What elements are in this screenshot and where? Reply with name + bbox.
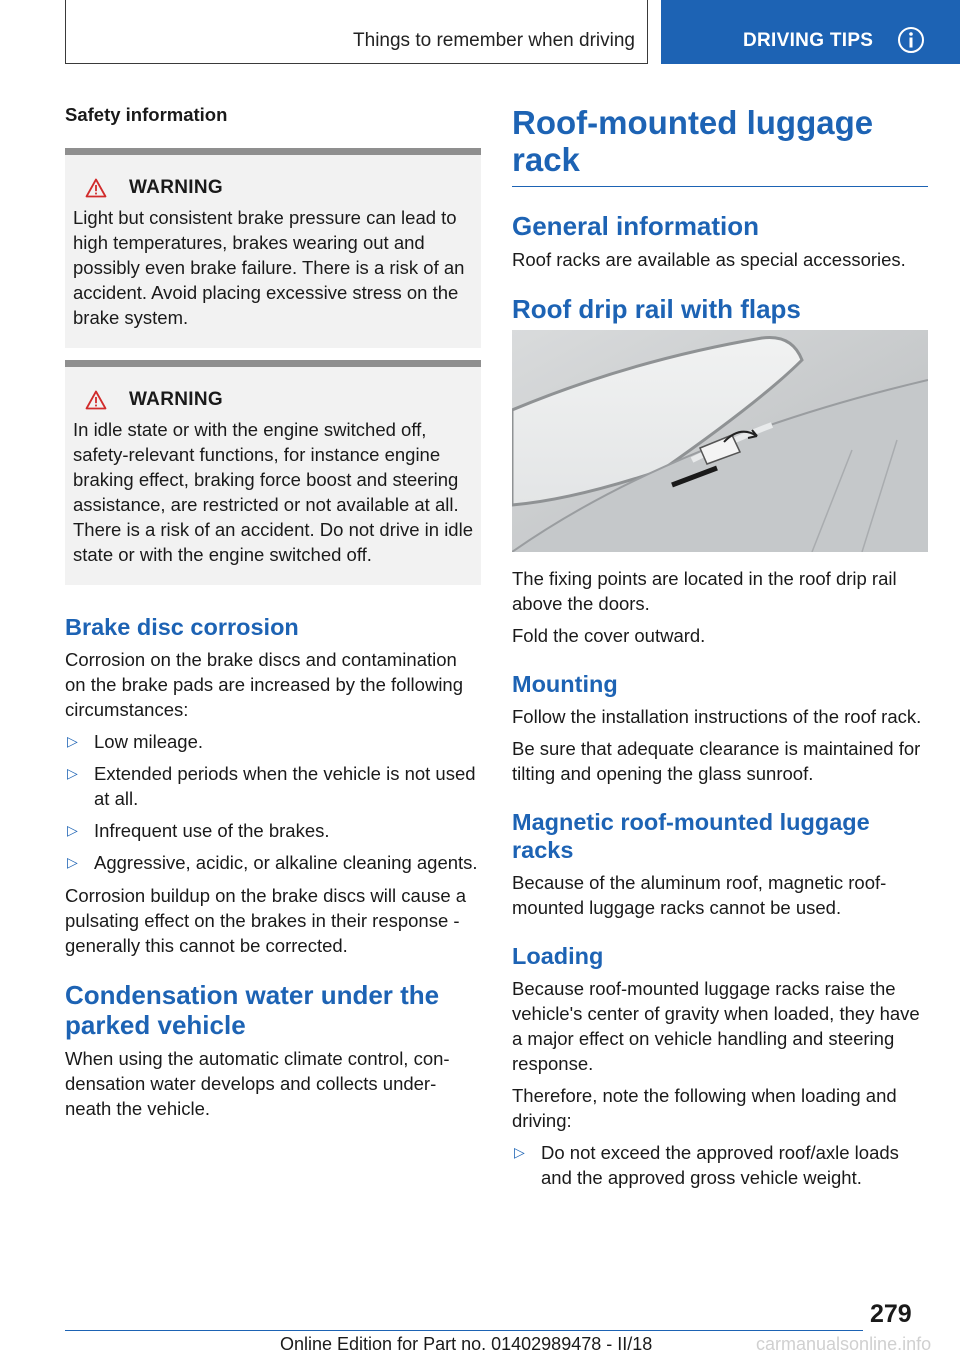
left-column xyxy=(65,104,481,1128)
bullet-triangle-icon: ▷ xyxy=(67,765,78,781)
footer-edition: Online Edition for Part no. 01402989478 - II/18 xyxy=(280,1334,653,1354)
safety-information-title: Safety information xyxy=(65,104,228,125)
brake-disc-intro: Corrosion on the brake discs and contamination on the brake pads are increased by the following circumstances: xyxy=(65,649,464,720)
header-section-box xyxy=(65,0,648,64)
page-title: Roof-mounted luggage rack xyxy=(512,104,874,178)
mounting-text-1: Follow the installation instructions of the roof rack. xyxy=(512,706,922,727)
loading-heading: Loading xyxy=(512,943,604,969)
roof-drip-rail-heading: Roof drip rail with flaps xyxy=(512,294,801,324)
loading-text-2: Therefore, note the following when loading and driving: xyxy=(512,1085,897,1131)
bullet-triangle-icon: ▷ xyxy=(67,854,78,870)
right-column xyxy=(512,104,928,1198)
footer-divider xyxy=(65,1330,863,1331)
warning-box-idle-state xyxy=(65,360,481,585)
list-item: ▷ Infrequent use of the brakes. xyxy=(67,820,330,841)
warning-triangle-icon xyxy=(85,390,107,410)
title-divider xyxy=(512,186,928,187)
warning-title: WARNING xyxy=(129,177,223,198)
info-icon[interactable] xyxy=(897,26,925,54)
header-chapter-label: DRIVING TIPS xyxy=(743,30,874,51)
bullet-triangle-icon: ▷ xyxy=(67,822,78,838)
warning-triangle-icon xyxy=(85,178,107,198)
mounting-heading: Mounting xyxy=(512,671,618,697)
footer-watermark: carmanualsonline.info xyxy=(756,1334,932,1354)
page-number: 279 xyxy=(870,1300,912,1328)
list-item: ▷ Extended periods when the vehicle is not used at all. xyxy=(67,763,476,809)
loading-text-1: Because roof-mounted luggage racks raise the vehicle's center of gravity when loaded, they have a major effect on vehicle handling and steering response. xyxy=(512,978,920,1074)
brake-disc-list xyxy=(65,729,481,875)
warning-text: In idle state or with the engine switched off, safety-relevant functions, for instance engine braking effect, braking force boost and steering assistance, are restricted or not available at all. There is a risk of an accident. Do not drive in idle state or with the engine switched off. xyxy=(73,419,473,565)
condensation-text: When using the automatic climate control, con‐densation water develops and collects under‐neath the vehicle. xyxy=(65,1048,450,1119)
roof-drip-rail-text-2: Fold the cover outward. xyxy=(512,625,706,646)
bullet-triangle-icon: ▷ xyxy=(514,1144,525,1160)
condensation-heading: Condensation water under the parked vehicle xyxy=(65,980,440,1040)
warning-text: Light but consistent brake pressure can lead to high temperatures, brakes wearing out and possibly even brake failure. There is a risk of an accident. Avoid placing excessive stress on the brake system. xyxy=(73,207,465,328)
warning-box-brake-pressure xyxy=(65,148,481,348)
header-section-title: Things to remember when driving xyxy=(353,30,635,51)
general-information-heading: General information xyxy=(512,211,760,241)
magnetic-racks-text: Because of the aluminum roof, magnetic roof‐mounted luggage racks cannot be used. xyxy=(512,872,887,918)
header-chapter-tab[interactable] xyxy=(661,0,960,64)
list-item: ▷ Low mileage. xyxy=(67,731,204,752)
brake-disc-heading: Brake disc corrosion xyxy=(65,614,299,640)
roof-drip-rail-text-1: The fixing points are located in the roof drip rail above the doors. xyxy=(512,568,897,614)
magnetic-racks-heading: Magnetic roof-mounted luggage racks xyxy=(512,809,870,863)
brake-disc-outro: Corrosion buildup on the brake discs will cause a pulsating effect on the brakes in their response - generally this cannot be corrected. xyxy=(65,885,467,956)
mounting-text-2: Be sure that adequate clearance is maintained for tilting and opening the glass sunroof. xyxy=(512,738,921,784)
roof-drip-rail-photo xyxy=(512,330,928,552)
list-item: ▷ Do not exceed the approved roof/axle loads and the approved gross vehicle weight. xyxy=(514,1142,899,1188)
bullet-triangle-icon: ▷ xyxy=(67,733,78,749)
warning-title: WARNING xyxy=(129,389,223,410)
general-information-text: Roof racks are available as special accessories. xyxy=(512,249,906,270)
list-item: ▷ Aggressive, acidic, or alkaline cleaning agents. xyxy=(67,852,478,873)
loading-list xyxy=(512,1140,928,1190)
